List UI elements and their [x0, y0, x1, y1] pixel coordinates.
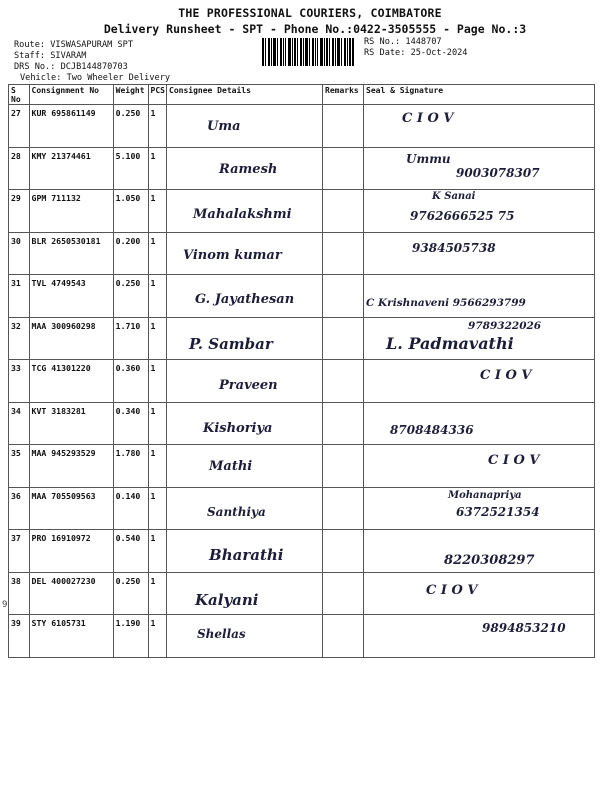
- consignee-signature: Praveen: [219, 378, 278, 393]
- cell-weight: 0.250: [113, 572, 148, 615]
- cell-pcs: 1: [148, 317, 166, 360]
- drs-number: DRS No.: DCJB144870703: [14, 62, 128, 72]
- seal-text: C Krishnaveni 9566293799: [366, 297, 526, 309]
- cell-weight: 0.340: [113, 402, 148, 445]
- cell-consignment: TCG 41301220: [29, 360, 113, 403]
- header-pcs: PCS: [148, 85, 166, 105]
- cell-pcs: 1: [148, 572, 166, 615]
- seal-phone: 9762666525 75: [410, 209, 515, 223]
- cell-remarks: [323, 445, 364, 488]
- cell-seal: [364, 572, 595, 615]
- cell-seal: [364, 530, 595, 573]
- cell-weight: 0.250: [113, 275, 148, 318]
- cell-consignment: KMY 21374461: [29, 147, 113, 190]
- consignee-signature: Shellas: [197, 627, 246, 641]
- cell-seal: [364, 317, 595, 360]
- consignee-signature: Kalyani: [195, 590, 259, 609]
- cell-pcs: 1: [148, 487, 166, 530]
- seal-text: Mohanapriya: [448, 489, 522, 501]
- cell-sno: 39: [9, 615, 30, 658]
- cell-pcs: 1: [148, 530, 166, 573]
- cell-pcs: 1: [148, 445, 166, 488]
- cell-consignee: [167, 487, 323, 530]
- seal-phone: 9894853210: [482, 621, 566, 635]
- staff-label: Staff: SIVARAM: [14, 51, 87, 61]
- cell-consignee: [167, 572, 323, 615]
- delivery-table: [8, 84, 595, 658]
- cell-remarks: [323, 572, 364, 615]
- cell-sno: 32: [9, 317, 30, 360]
- cell-remarks: [323, 530, 364, 573]
- table-row: [9, 275, 595, 318]
- table-row: [9, 317, 595, 360]
- cell-pcs: 1: [148, 615, 166, 658]
- table-row: [9, 147, 595, 190]
- seal-text: Ummu: [406, 151, 451, 166]
- seal-phone: 9789322026: [468, 319, 542, 332]
- consignee-signature: P. Sambar: [189, 334, 273, 353]
- table-header-row: [9, 85, 595, 105]
- consignee-signature: Bharathi: [209, 546, 284, 564]
- cell-pcs: 1: [148, 275, 166, 318]
- cell-consignee: [167, 445, 323, 488]
- table-row: [9, 615, 595, 658]
- cell-remarks: [323, 360, 364, 403]
- cell-weight: 0.140: [113, 487, 148, 530]
- cell-pcs: 1: [148, 190, 166, 233]
- cell-consignment: DEL 400027230: [29, 572, 113, 615]
- cell-seal: [364, 105, 595, 148]
- seal-phone: 8708484336: [390, 422, 474, 437]
- vehicle-label: Vehicle: Two Wheeler Delivery: [20, 73, 171, 83]
- cell-remarks: [323, 275, 364, 318]
- header-consignment: Consignment No: [29, 85, 113, 105]
- table-row: [9, 190, 595, 233]
- cell-remarks: [323, 105, 364, 148]
- table-row: [9, 572, 595, 615]
- cell-consignee: [167, 232, 323, 275]
- cell-sno: 27: [9, 105, 30, 148]
- seal-text: C I O V: [480, 368, 532, 383]
- cell-consignee: [167, 615, 323, 658]
- cell-consignee: [167, 360, 323, 403]
- cell-consignee: [167, 147, 323, 190]
- table-row: [9, 487, 595, 530]
- cell-seal: [364, 147, 595, 190]
- consignee-signature: Uma: [207, 119, 241, 134]
- cell-weight: 1.190: [113, 615, 148, 658]
- cell-seal: [364, 360, 595, 403]
- cell-sno: 31: [9, 275, 30, 318]
- header-consignee: Consignee Details: [167, 85, 323, 105]
- consignee-signature: Santhiya: [207, 504, 266, 519]
- cell-consignment: BLR 2650530181: [29, 232, 113, 275]
- cell-weight: 0.540: [113, 530, 148, 573]
- cell-seal: [364, 275, 595, 318]
- cell-seal: [364, 487, 595, 530]
- cell-pcs: 1: [148, 402, 166, 445]
- cell-remarks: [323, 147, 364, 190]
- consignee-signature: Vinom kumar: [183, 247, 282, 263]
- cell-remarks: [323, 402, 364, 445]
- header-sno: S No: [9, 85, 30, 105]
- seal-phone: 9003078307: [456, 165, 540, 180]
- table-row: [9, 105, 595, 148]
- cell-remarks: [323, 487, 364, 530]
- cell-consignee: [167, 317, 323, 360]
- cell-consignee: [167, 530, 323, 573]
- header-remarks: Remarks: [323, 85, 364, 105]
- seal-text: K Sanai: [432, 191, 476, 202]
- cell-weight: 0.200: [113, 232, 148, 275]
- cell-remarks: [323, 232, 364, 275]
- cell-weight: 0.250: [113, 105, 148, 148]
- route-label: Route: VISWASAPURAM SPT: [14, 40, 133, 50]
- cell-remarks: [323, 190, 364, 233]
- cell-remarks: [323, 615, 364, 658]
- cell-pcs: 1: [148, 360, 166, 403]
- cell-sno: 30: [9, 232, 30, 275]
- cell-weight: 1.710: [113, 317, 148, 360]
- cell-consignment: PRO 16910972: [29, 530, 113, 573]
- cell-sno: 35: [9, 445, 30, 488]
- consignee-signature: G. Jayathesan: [195, 292, 295, 307]
- cell-consignee: [167, 105, 323, 148]
- cell-remarks: [323, 317, 364, 360]
- table-row: [9, 360, 595, 403]
- cell-seal: [364, 232, 595, 275]
- seal-text: C I O V: [402, 111, 454, 126]
- table-row: [9, 232, 595, 275]
- consignee-signature: Kishoriya: [203, 420, 273, 436]
- cell-consignment: STY 6105731: [29, 615, 113, 658]
- seal-phone: 9384505738: [412, 240, 496, 255]
- consignee-signature: Mathi: [209, 459, 253, 474]
- cell-sno: 36: [9, 487, 30, 530]
- table-row: [9, 530, 595, 573]
- cell-pcs: 1: [148, 105, 166, 148]
- seal-phone: 8220308297: [444, 553, 535, 568]
- header-weight: Weight: [113, 85, 148, 105]
- seal-text: L. Padmavathi: [386, 333, 514, 353]
- cell-seal: [364, 402, 595, 445]
- consignee-signature: Ramesh: [219, 161, 278, 177]
- margin-mark: 9: [2, 600, 8, 610]
- cell-consignee: [167, 275, 323, 318]
- table-row: [9, 402, 595, 445]
- cell-sno: 38: [9, 572, 30, 615]
- cell-consignment: MAA 945293529: [29, 445, 113, 488]
- consignee-signature: Mahalakshmi: [193, 207, 292, 222]
- runsheet-header: [0, 0, 600, 85]
- cell-weight: 5.100: [113, 147, 148, 190]
- cell-sno: 34: [9, 402, 30, 445]
- seal-text: C I O V: [426, 582, 478, 598]
- cell-consignment: GPM 711132: [29, 190, 113, 233]
- cell-weight: 1.780: [113, 445, 148, 488]
- cell-consignment: KUR 695861149: [29, 105, 113, 148]
- cell-consignment: MAA 300960298: [29, 317, 113, 360]
- table-row: [9, 445, 595, 488]
- cell-sno: 37: [9, 530, 30, 573]
- cell-consignment: TVL 4749543: [29, 275, 113, 318]
- cell-weight: 0.360: [113, 360, 148, 403]
- header-seal: Seal & Signature: [364, 85, 595, 105]
- cell-consignee: [167, 190, 323, 233]
- cell-sno: 29: [9, 190, 30, 233]
- cell-weight: 1.050: [113, 190, 148, 233]
- cell-consignment: MAA 705509563: [29, 487, 113, 530]
- cell-pcs: 1: [148, 232, 166, 275]
- cell-seal: [364, 615, 595, 658]
- company-name: THE PROFESSIONAL COURIERS, COIMBATORE: [178, 6, 442, 20]
- cell-seal: [364, 190, 595, 233]
- cell-consignee: [167, 402, 323, 445]
- cell-consignment: KVT 3183281: [29, 402, 113, 445]
- rs-date: RS Date: 25-Oct-2024: [364, 48, 468, 58]
- cell-pcs: 1: [148, 147, 166, 190]
- runsheet-title: Delivery Runsheet - SPT - Phone No.:0422-3505555 - Page No.:3: [103, 22, 527, 36]
- cell-seal: [364, 445, 595, 488]
- cell-sno: 33: [9, 360, 30, 403]
- seal-phone: 6372521354: [456, 504, 540, 519]
- seal-text: C I O V: [488, 453, 540, 468]
- barcode-icon: [262, 38, 354, 66]
- cell-sno: 28: [9, 147, 30, 190]
- rs-number: RS No.: 1448707: [364, 37, 442, 47]
